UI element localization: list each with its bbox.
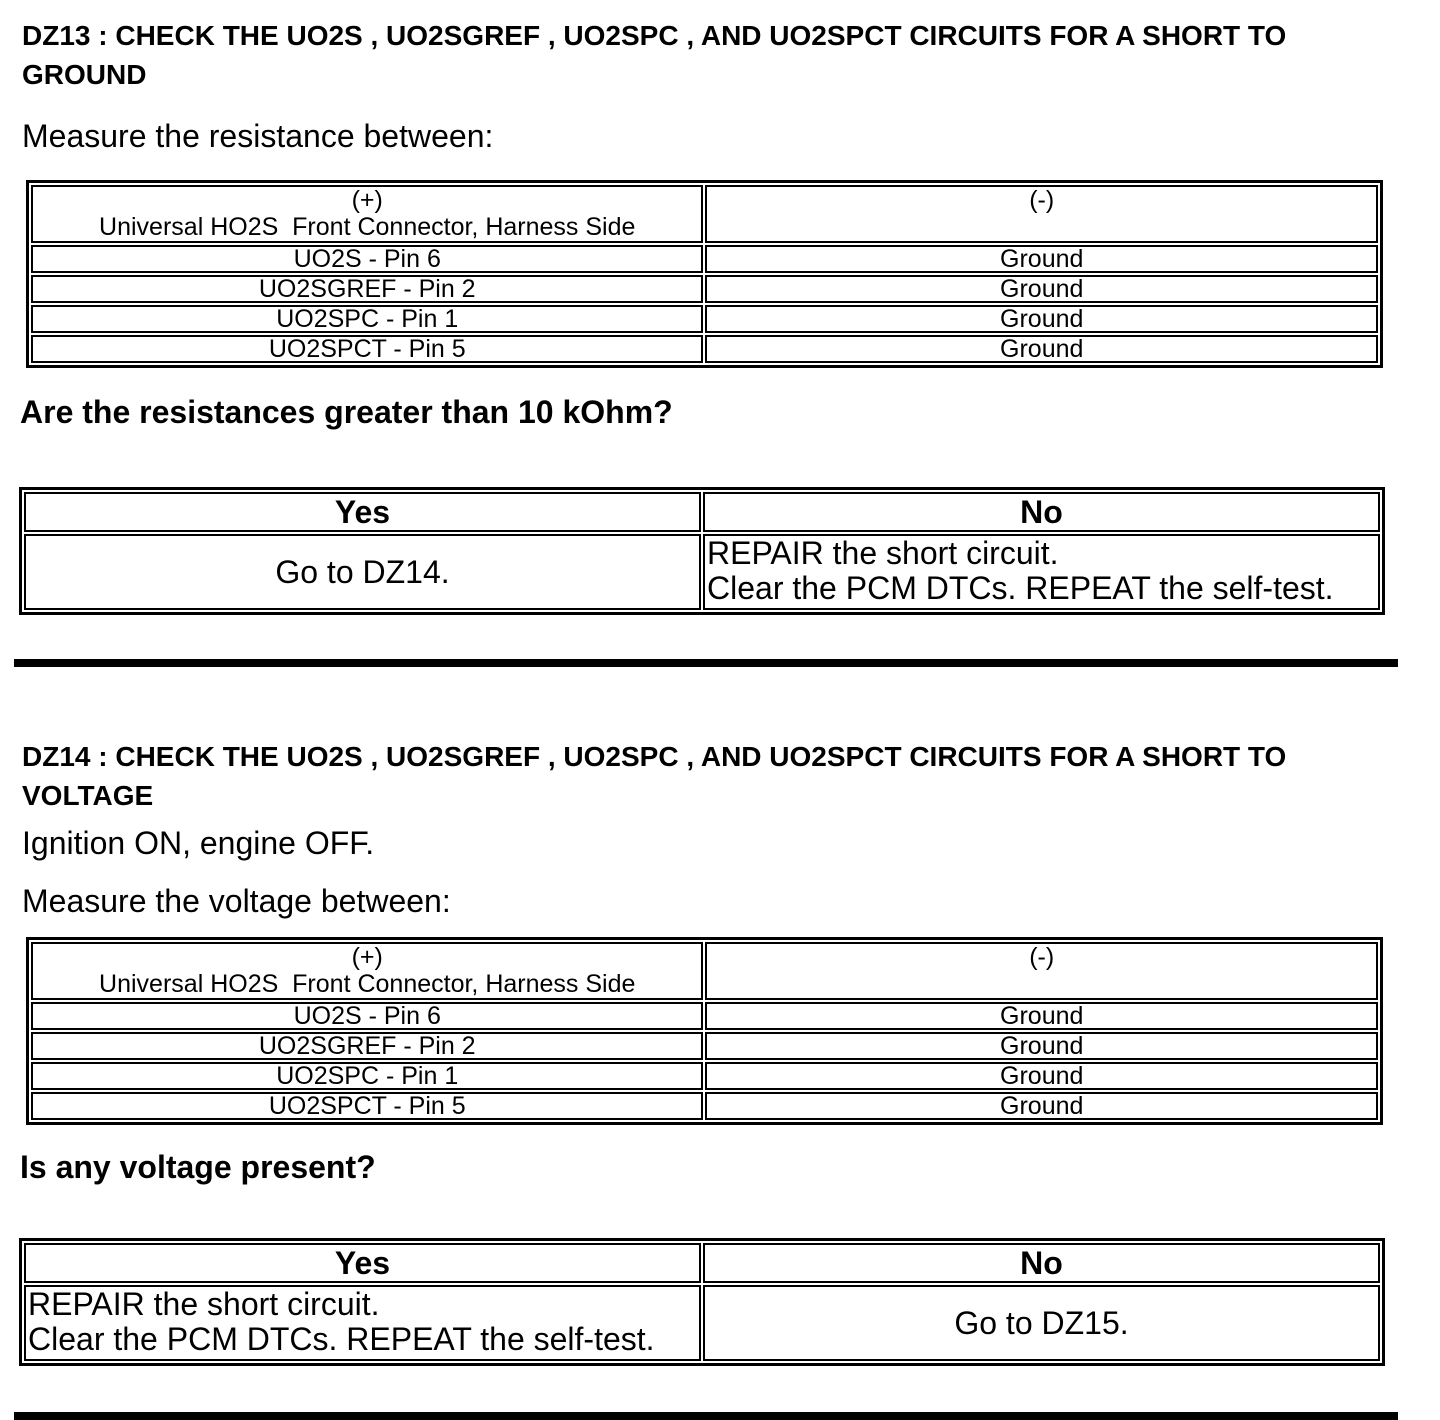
ground-cell: Ground	[705, 1092, 1378, 1120]
section-heading-dz13: DZ13 : CHECK THE UO2S , UO2SGREF , UO2SPC , AND UO2SPCT CIRCUITS FOR A SHORT TO GROUND	[22, 20, 1287, 90]
table-row	[31, 275, 1378, 303]
table-row	[31, 1092, 1378, 1120]
plus-label: (+)	[351, 186, 383, 214]
ground-cell: Ground	[705, 245, 1378, 273]
table-header-row	[31, 942, 1378, 1000]
section-heading-dz14: DZ14 : CHECK THE UO2S , UO2SGREF , UO2SPC , AND UO2SPCT CIRCUITS FOR A SHORT TO VOLTAGE	[22, 741, 1287, 811]
section-divider	[14, 659, 1398, 667]
no-header: No	[703, 492, 1380, 532]
table-row	[31, 335, 1378, 363]
minus-column-header: (-)	[705, 942, 1378, 1000]
question-text: Is any voltage present?	[20, 1149, 376, 1185]
no-action-line: REPAIR the short circuit.	[707, 535, 1059, 571]
pin-cell: UO2SPC - Pin 1	[31, 1062, 703, 1090]
pin-cell: UO2SPC - Pin 1	[31, 305, 703, 333]
table-row	[31, 1062, 1378, 1090]
decision-table	[19, 487, 1385, 615]
ground-cell: Ground	[705, 1032, 1378, 1060]
question-text: Are the resistances greater than 10 kOhm?	[20, 394, 673, 430]
plus-sublabel: Universal HO2S Front Connector, Harness Side	[99, 970, 636, 998]
minus-column-header: (-)	[705, 185, 1378, 243]
plus-label: (+)	[351, 943, 383, 971]
decision-row	[24, 534, 1380, 610]
no-header: No	[703, 1243, 1380, 1283]
measure-instruction: Measure the resistance between:	[22, 118, 494, 154]
decision-table	[19, 1238, 1385, 1366]
pinpoint-test-dz14	[0, 737, 1440, 1420]
no-action-line: Go to DZ15.	[954, 1304, 1129, 1341]
table-row	[31, 1032, 1378, 1060]
decision-header-row	[24, 1243, 1380, 1283]
pinpoint-test-dz13	[0, 16, 1440, 667]
table-row	[31, 305, 1378, 333]
pin-cell: UO2SGREF - Pin 2	[31, 275, 703, 303]
pin-cell: UO2S - Pin 6	[31, 245, 703, 273]
table-row	[31, 245, 1378, 273]
ground-cell: Ground	[705, 1062, 1378, 1090]
yes-action-line: Clear the PCM DTCs. REPEAT the self-test.	[28, 1321, 655, 1357]
ground-cell: Ground	[705, 275, 1378, 303]
ground-cell: Ground	[705, 335, 1378, 363]
plus-sublabel: Universal HO2S Front Connector, Harness Side	[99, 213, 636, 241]
yes-header: Yes	[24, 1243, 701, 1283]
yes-header: Yes	[24, 492, 701, 532]
no-action-cell	[703, 534, 1380, 610]
measure-instruction: Measure the voltage between:	[22, 883, 451, 919]
ground-cell: Ground	[705, 305, 1378, 333]
ground-cell: Ground	[705, 1002, 1378, 1030]
page-bottom-divider	[14, 1412, 1398, 1420]
no-action-cell	[703, 1285, 1380, 1361]
measurement-table	[26, 937, 1383, 1125]
pin-cell: UO2SPCT - Pin 5	[31, 335, 703, 363]
pin-cell: UO2SPCT - Pin 5	[31, 1092, 703, 1120]
table-header-row	[31, 185, 1378, 243]
yes-action-cell	[24, 534, 701, 610]
plus-column-header	[31, 942, 703, 1000]
pin-cell: UO2S - Pin 6	[31, 1002, 703, 1030]
yes-action-line: REPAIR the short circuit.	[28, 1286, 380, 1322]
yes-action-cell	[24, 1285, 701, 1361]
decision-row	[24, 1285, 1380, 1361]
ignition-instruction: Ignition ON, engine OFF.	[22, 825, 375, 861]
table-row	[31, 1002, 1378, 1030]
decision-header-row	[24, 492, 1380, 532]
pin-cell: UO2SGREF - Pin 2	[31, 1032, 703, 1060]
measurement-table	[26, 180, 1383, 368]
no-action-line: Clear the PCM DTCs. REPEAT the self-test.	[707, 570, 1334, 606]
yes-action-line: Go to DZ14.	[275, 553, 450, 590]
plus-column-header	[31, 185, 703, 243]
